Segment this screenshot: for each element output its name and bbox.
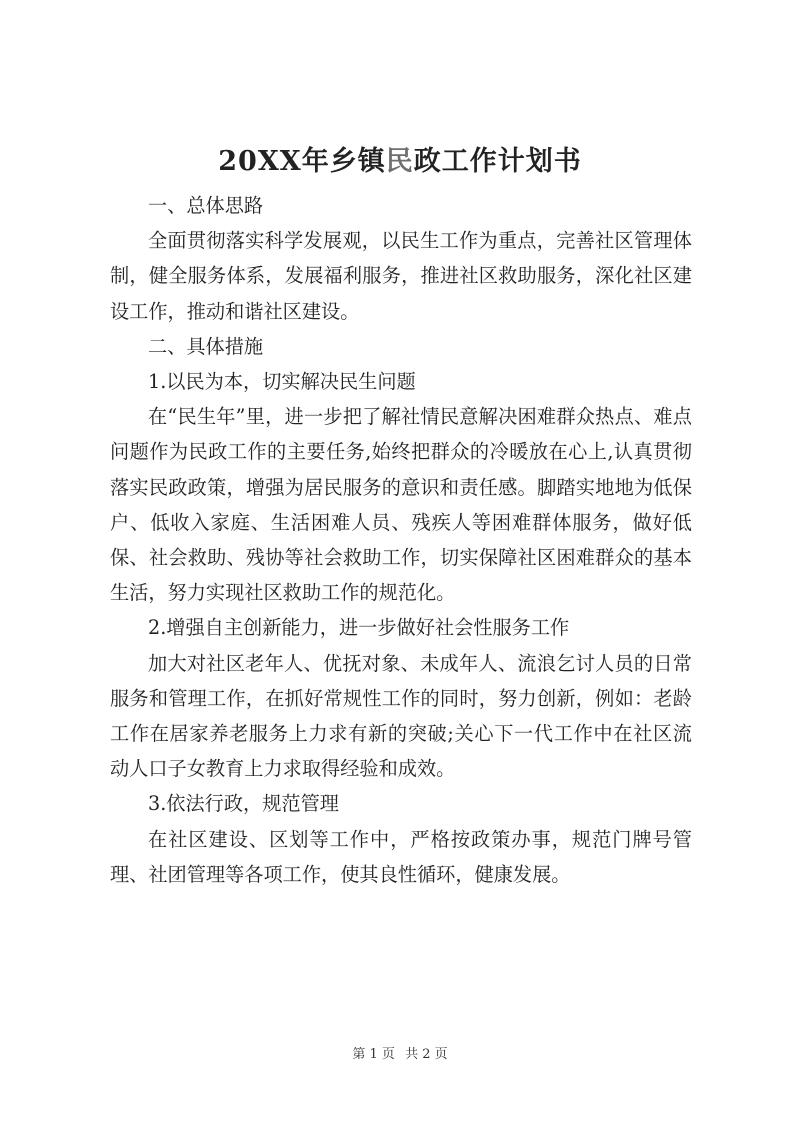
paragraph-innovation: 加大对社区老年人、优抚对象、未成年人、流浪乞讨人员的日常服务和管理工作，在抓好常规性工作的同时，努力创新，例如：老龄工作在居家养老服务上力求有新的突破;关心下一代工作中在社区流动人口子女教育上力求取得经验和成效。	[110, 651, 692, 781]
paragraph-lawful-administration: 在社区建设、区划等工作中，严格按政策办事，规范门牌号管理、社团管理等各项工作，使其良性循环，健康发展。	[110, 827, 692, 886]
title-part-2: 民	[385, 146, 414, 177]
document-title	[0, 142, 800, 182]
paragraph-overall-approach: 全面贯彻落实科学发展观，以民生工作为重点，完善社区管理体制，健全服务体系，发展福利服务，推进社区救助服务，深化社区建设工作，推动和谐社区建设。	[110, 229, 692, 323]
section-heading-overall-approach: 一、总体思路	[148, 194, 264, 217]
page-footer	[0, 1045, 800, 1065]
section-heading-specific-measures: 二、具体措施	[148, 334, 264, 358]
document-body	[110, 188, 692, 892]
subheading-lawful-administration: 3.依法行政，规范管理	[148, 792, 339, 816]
page-total: 共 2 页	[405, 1047, 448, 1062]
page-number: 第 1 页	[352, 1047, 395, 1062]
subheading-people-oriented: 1.以民为本，切实解决民生问题	[148, 370, 416, 394]
title-part-3: 政工作计划书	[413, 146, 582, 177]
title-part-1: 20XX年乡镇	[218, 146, 386, 177]
subheading-innovation: 2.增强自主创新能力，进一步做好社会性服务工作	[148, 616, 570, 640]
paragraph-people-oriented: 在“民生年”里，进一步把了解社情民意解决困难群众热点、难点问题作为民政工作的主要任务,始终把群众的冷暖放在心上,认真贯彻落实民政政策，增强为居民服务的意识和责任感。脚踏实地地为低保户、低收入家庭、生活困难人员、残疾人等困难群体服务，做好低保、社会救助、残协等社会救助工作，切实保障社区困难群众的基本生活，努力实现社区救助工作的规范化。	[110, 405, 692, 605]
